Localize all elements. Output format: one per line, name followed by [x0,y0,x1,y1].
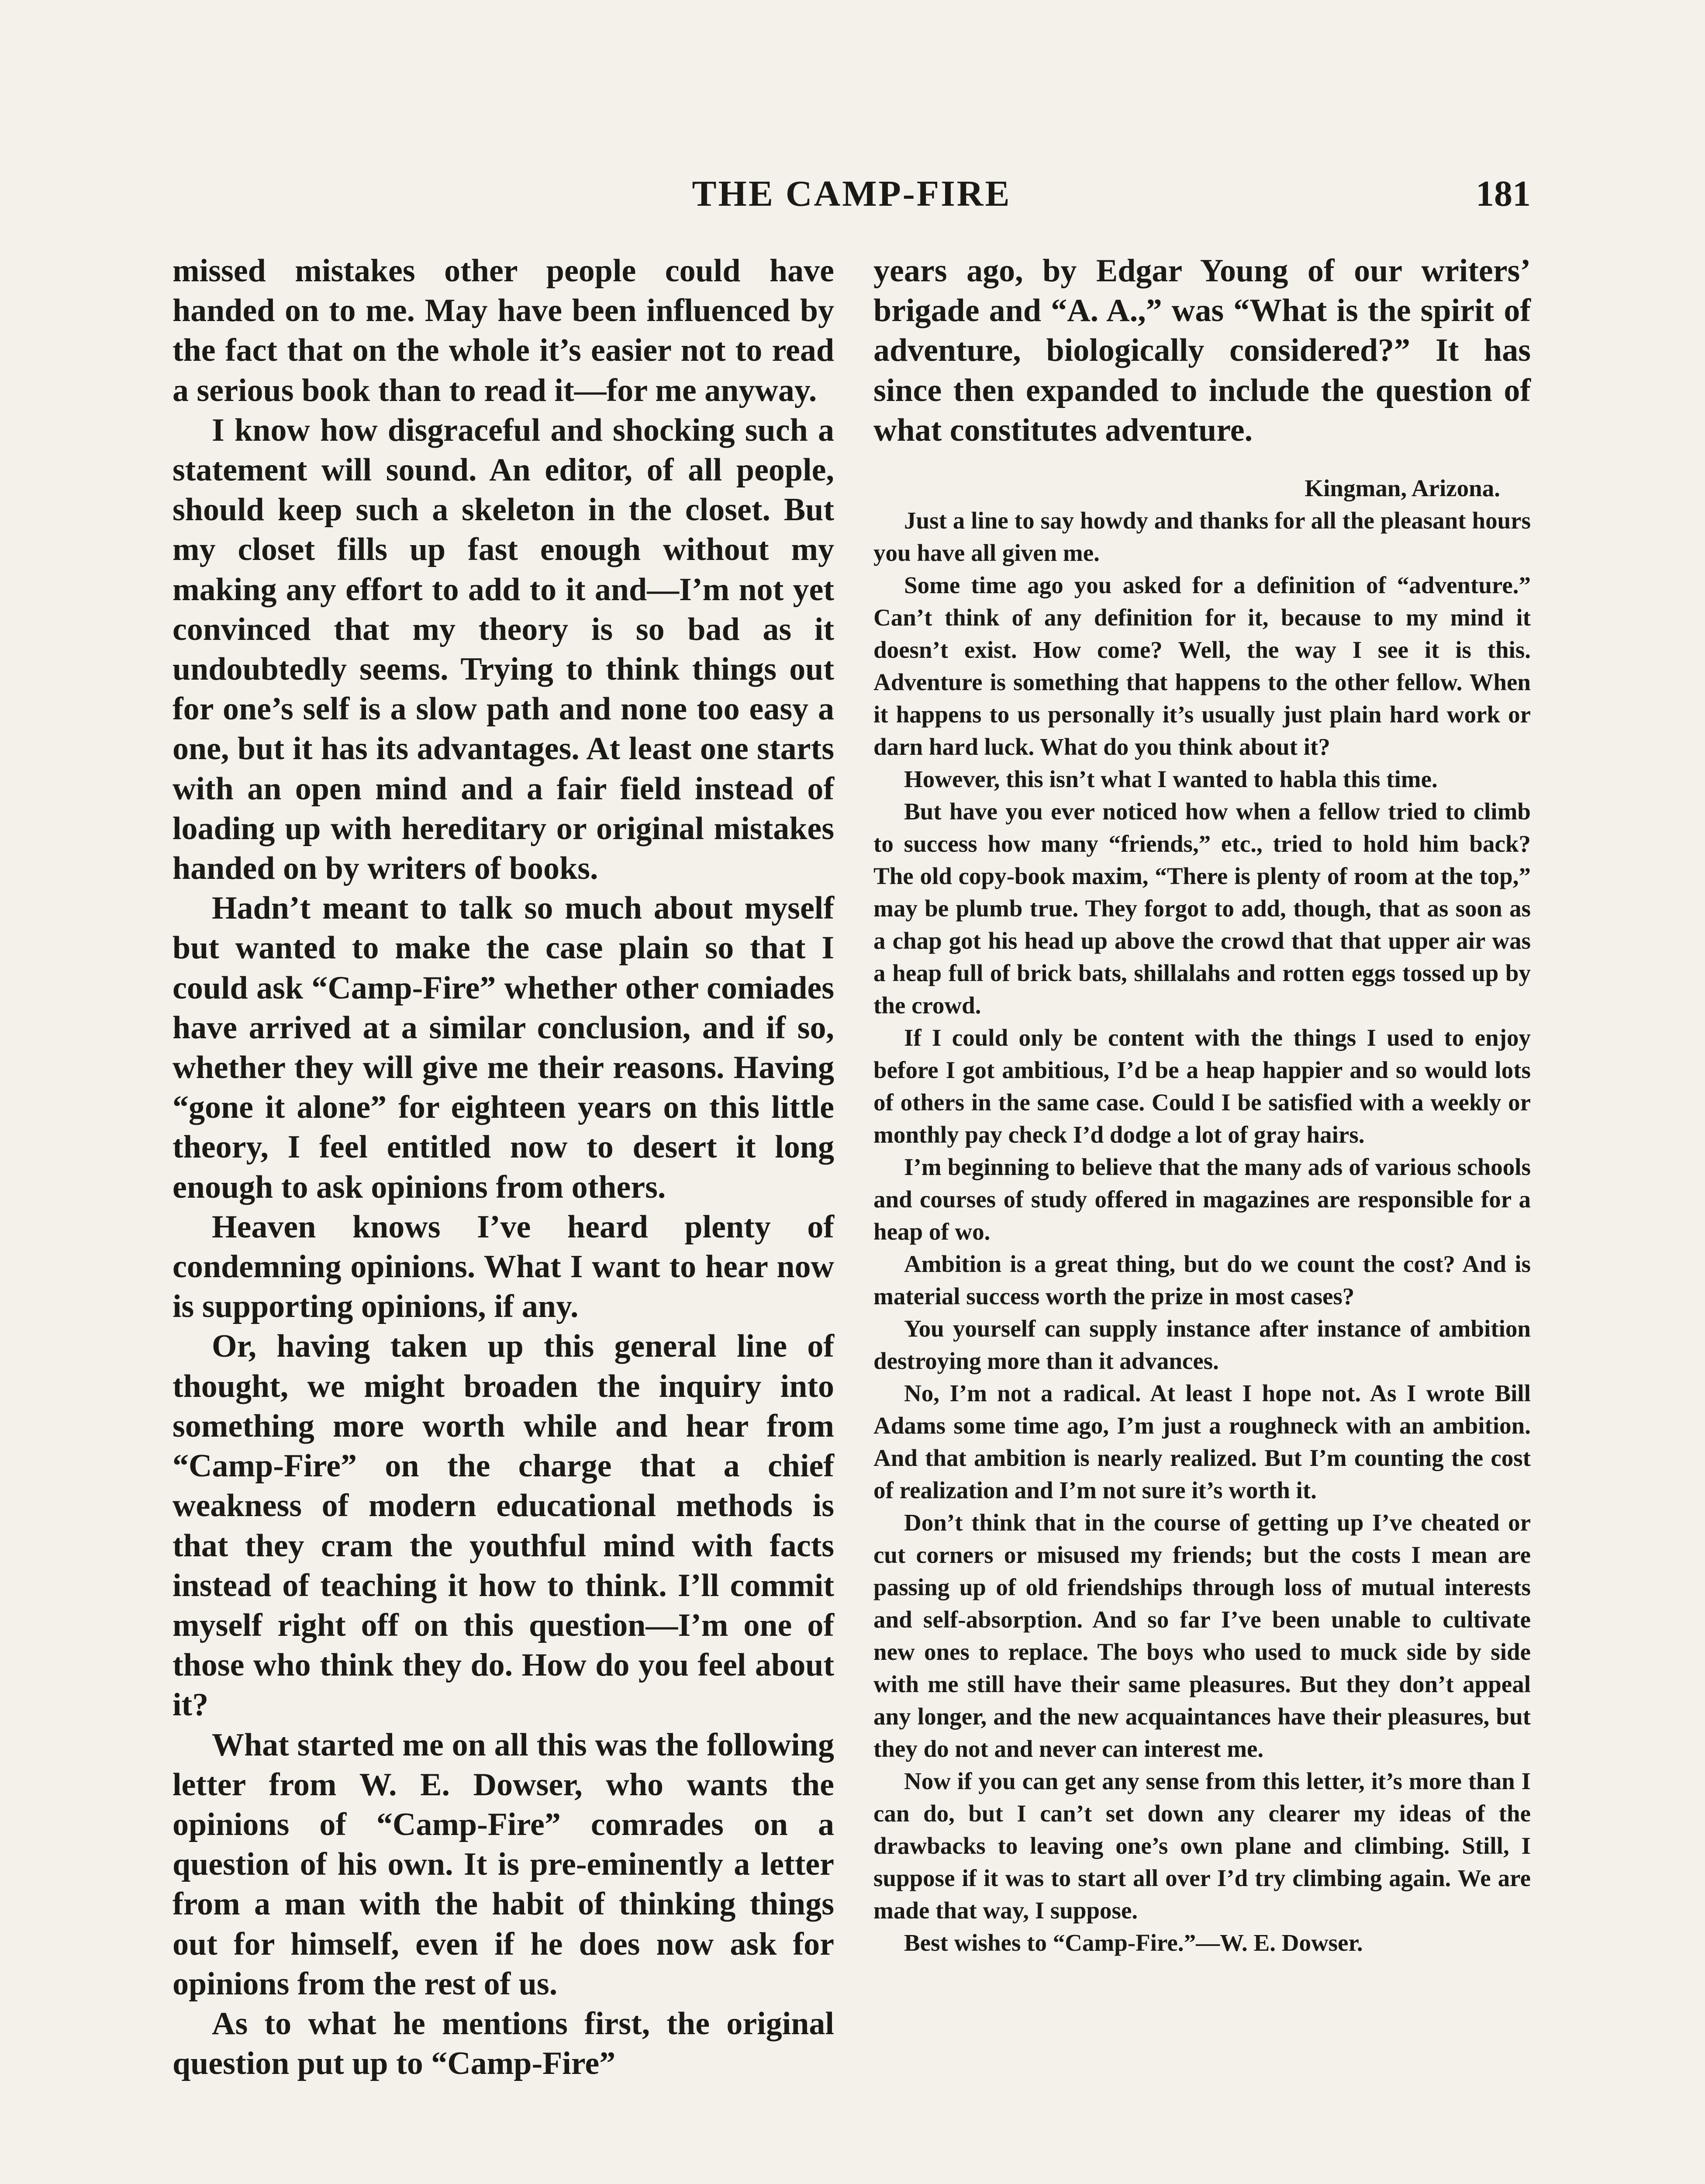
letter-paragraph-7: Ambition is a great thing, but do we count the cost? And is material success worth the prize in most cases? [873,1251,1531,1310]
right-lead-paragraph: years ago, by Edgar Young of our writers’ brigade and “A. A.,” was “What is the spirit of adventure, biologically considered?” It has since then expanded to include the question of what constitutes adventure. [873,253,1531,448]
left-paragraph-5: Or, having taken up this general line of thought, we might broaden the inquiry into something more worth while and hear from “Camp-Fire” on the charge that a chief weakness of modern educational methods is that they cram the youthful mind with facts instead of teaching it how to think. I’ll commit myself right off on this question—I’m one of those who think they do. How do you feel about it? [173,1328,834,1723]
right-column [873,251,1531,1959]
letter-paragraph-1: Just a line to say howdy and thanks for all the pleasant hours you have all given me. [873,507,1531,567]
letter-signature: Best wishes to “Camp-Fire.”—W. E. Dowser. [904,1929,1363,1956]
running-title: THE CAMP-FIRE [692,173,1011,214]
left-paragraph-2: I know how disgraceful and shocking such a statement will sound. An editor, of all people, should keep such a skeleton in the closet. But my closet fills up fast enough without my making any effort to add to it and—I’m not yet convinced that my theory is so bad as it undoubtedly seems. Trying to think things out for one’s self is a slow path and none too easy a one, but it has its advantages. At least one starts with an open mind and a fair field instead of loading up with hereditary or original mistakes handed on by writers of books. [173,412,834,887]
page-header [173,173,1531,225]
letter-paragraph-2: Some time ago you asked for a definition of “adventure.” Can’t think of any definition for it, because to my mind it doesn’t exist. How come? Well, the way I see it is this. Adventure is something that happens to the other fellow. When it happens to us personally it’s usually just plain hard work or darn hard luck. What do you think about it? [873,572,1531,760]
left-paragraph-7: As to what he mentions first, the original question put up to “Camp-Fire” [173,2005,834,2082]
letter-paragraph-5: If I could only be content with the things I used to enjoy before I got ambitious, I’d be a heap happier and so would lots of others in the same case. Could I be satisfied with a weekly or monthly pay check I’d dodge a lot of gray hairs. [873,1024,1531,1148]
letter-paragraph-11: Now if you can get any sense from this letter, it’s more than I can do, but I can’t set down any clearer my ideas of the drawbacks to leaving one’s own plane and climbing. Still, I suppose if it was to start all over I’d try climbing again. We are made that way, I suppose. [873,1768,1531,1924]
page-number: 181 [1476,173,1531,214]
letter-paragraph-9: No, I’m not a radical. At least I hope not. As I wrote Bill Adams some time ago, I’m just a roughneck with an ambition. And that ambition is nearly realized. But I’m counting the cost of realization and I’m not sure it’s worth it. [873,1380,1531,1504]
left-paragraph-6: What started me on all this was the following letter from W. E. Dowser, who wants the opinions of “Camp-Fire” comrades on a question of his own. It is pre-eminently a letter from a man with the habit of thinking things out for himself, even if he does now ask for opinions from the rest of us. [173,1727,834,2002]
letter-paragraph-3: However, this isn’t what I wanted to habla this time. [904,766,1438,793]
left-paragraph-3: Hadn’t meant to talk so much about myself but wanted to make the case plain so that I could ask “Camp-Fire” whether other comiades have arrived at a similar conclusion, and if so, whether they will give me their reasons. Having “gone it alone” for eighteen years on this little theory, I feel entitled now to desert it long enough to ask opinions from others. [173,890,834,1205]
letter-paragraph-8: You yourself can supply instance after instance of ambition destroying more than it advances. [873,1315,1531,1375]
letter-paragraph-10: Don’t think that in the course of getting up I’ve cheated or cut corners or misused my friends; but the costs I mean are passing up of old friendships through loss of mutual interests and self-absorption. And so far I’ve been unable to cultivate new ones to replace. The boys who used to muck side by side with me still have their same pleasures. But they don’t appeal any longer, and the new acquaintances have their pleasures, but they do not and never can interest me. [873,1509,1531,1762]
letter-paragraph-4: But have you ever noticed how when a fellow tried to climb to success how many “friends,” etc., tried to hold him back? The old copy-book maxim, “There is plenty of room at the top,” may be plumb true. They forgot to add, though, that as soon as a chap got his head up above the crowd that that upper air was a heap full of brick bats, shillalahs and rotten eggs tossed up by the crowd. [873,798,1531,1019]
letter-paragraph-6: I’m beginning to believe that the many ads of various schools and courses of study offered in magazines are responsible for a heap of wo. [873,1154,1531,1245]
letter-dateline: Kingman, Arizona. [1305,475,1500,502]
left-paragraph-4: Heaven knows I’ve heard plenty of condemning opinions. What I want to hear now is supporting opinions, if any. [173,1209,834,1325]
left-column [173,251,834,2084]
left-paragraph-1: missed mistakes other people could have handed on to me. May have been influenced by the fact that on the whole it’s easier not to read a serious book than to read it—for me anyway. [173,253,834,408]
reader-letter [873,472,1531,1959]
